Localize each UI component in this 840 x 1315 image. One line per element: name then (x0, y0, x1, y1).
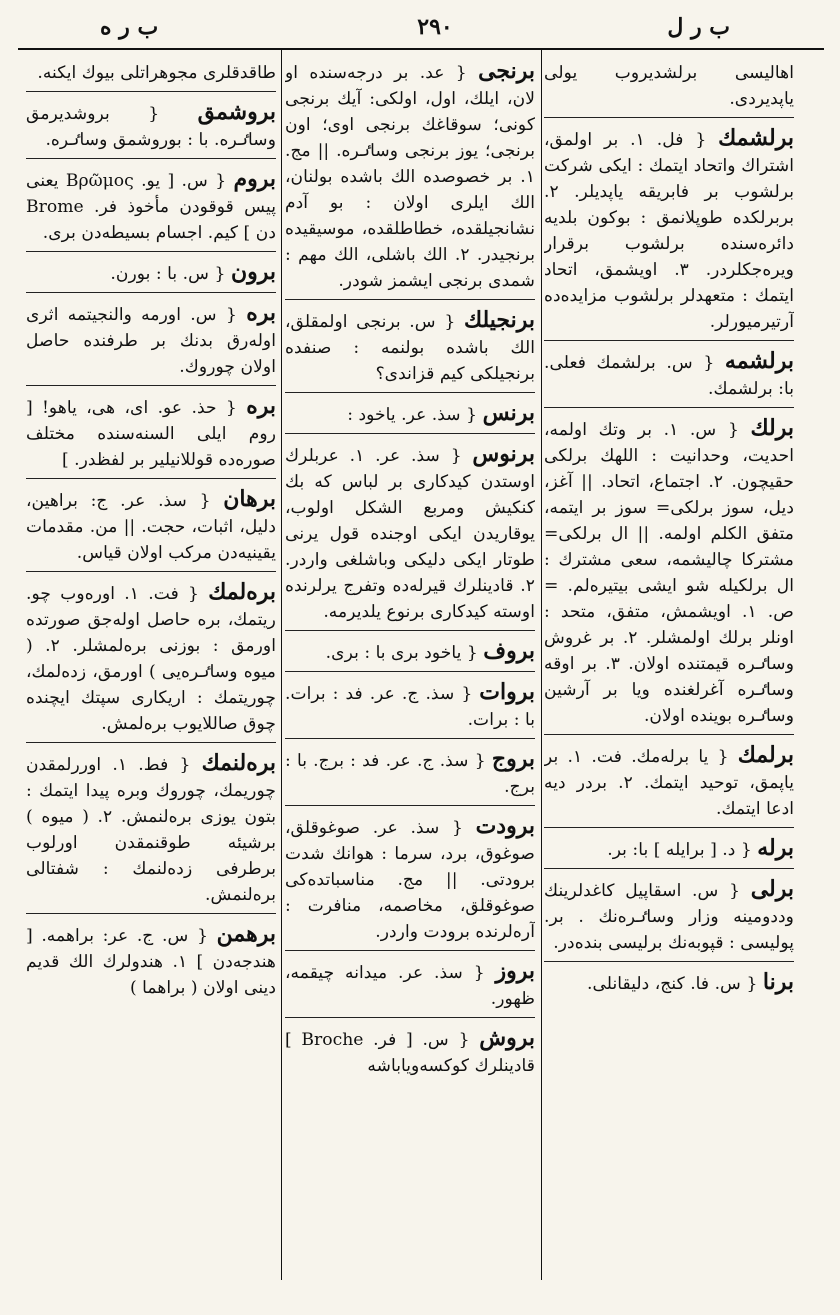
entry-definition: { س. [ یو. Βρῶμος یعنی پیس قوقودن مأخوذ فر. Brome دن ] کیم. اجسام بسیطەدن بری. (26, 171, 276, 243)
column-middle (285, 58, 535, 1278)
dictionary-entry (26, 259, 276, 293)
entry-definition: { سذ. ج. عر. فد : برات. با : برات. (285, 684, 535, 730)
entry-headword: بروف (483, 638, 535, 664)
dictionary-entry (544, 835, 794, 869)
entry-headword: برەلمك (208, 579, 276, 605)
entry-definition: { فل. ١. بر اولمق، اشتراك واتحاد ایتمك : ایکی شرکت برلشوب بر فابریقه یاپدیلر. ٢. بربرلکدە طوپلانمق : بوکون بلدیه دائرەسندە برلشوب برقرار ویرەجکلردر. ٣. اویشمق، اتحاد ایتمك : متعهدلر برلشوب مزایدەدە آرتیرمیورلر. (544, 130, 794, 332)
entry-definition: { س. [ فر. Broche ] قادینلرك کوکسەویاباشە (285, 1030, 535, 1076)
entry-headword: بروز (495, 958, 535, 984)
entry-definition: { س. فا. کنج، دلیقانلی. (587, 974, 758, 994)
entry-headword: بره (246, 393, 276, 419)
entry-definition: { سذ. عر. میدانە چیقمە، ظهور. (285, 963, 535, 1009)
entry-headword: برنوس (472, 441, 535, 467)
entry-definition: { فت. ١. اورەوب چو. ریتمك، برە حاصل اولەجق صورتدە اورمق : بوزنی برەلمشلر. ٢. ( میوە وساٸرەیی ) اورمق، زدەلمك، چوریتمك : اریکاری سپتك ایچندە چوق صاللایوب برەلمش. (26, 584, 276, 734)
entry-definition: { س. ١. بر وتك اولمه، احدیت، وحدانیت : اللهك برلکی حقیچون. ٢. اجتماع، اتحاد. || آغز، دیل، سوز برلکی= سوز بر ایتمه، متفق الکلم اولمه. || ال برلکی= مشترکا چالیشمه، سعی مشترك : ال برلکیله شو ایشی بیتیرەلم. = ص. ١. اویشمش، متفق، متحد : اونلر برلك اولمشلر. ٢. بر غروش وساٸره قیمتندە اولان. ٣. بر اوقه وساٸره آغرلغندە ویا بر آرشین وساٸره بویندە اولان. (544, 420, 794, 726)
entry-headword: بروش (479, 1025, 535, 1051)
dictionary-entry (285, 400, 535, 434)
entry-definition: اهالیسی برلشدیروب یولی یاپدیردی. (544, 63, 794, 109)
dictionary-entry (285, 746, 535, 806)
entry-headword: برلشمك (718, 125, 794, 151)
entry-headword: برلی (750, 876, 794, 902)
dictionary-entry (544, 125, 794, 341)
entry-definition: { یا برلەمك. فت. ١. بر یاپمق، توحید ایتمك. ٢. بردر دیه ادعا ایتمك. (544, 747, 794, 819)
dictionary-entry (285, 638, 535, 672)
entry-definition: { بروشدیرمق وساٸره. با : بوروشمق وساٸره. (26, 104, 276, 150)
entry-headword: بروات (479, 679, 535, 705)
entry-headword: برلشمه (724, 348, 794, 374)
entry-definition: { سذ. عر. یاخود : (347, 405, 478, 425)
entry-definition: طاقدقلری مجوهراتلی بیوك ایکنە. (37, 63, 276, 83)
entry-definition: { فط. ١. اوررلمقدن چوریمك، چوروك وبرە پیدا ایتمك : بتون یوزی برەلنمش. ٢. ( میوە ) برشیئە طوقنمقدن اورلوب برطرفی زدەلنمك : شفتالی برەلنمش. (26, 755, 276, 905)
dictionary-entry (544, 969, 794, 1002)
dictionary-entry (26, 393, 276, 479)
dictionary-entry (26, 300, 276, 386)
entry-headword: برلمك (737, 742, 794, 768)
dictionary-entry (285, 441, 535, 631)
entry-definition: { سذ. عر. ١. عربلرك اوستدن کیدکاری بر لباس که بك کنکیش ومربع الشکل اولوب، یوقاریدن ایکی اوجندە قول یرنی طوتار ایکی دلیکی وباشلغی واردر. ٢. قادینلرك قیرلەدە وتفرج یرلرندە اوستە کیدکاری برنوع یلدیرمە. (285, 446, 535, 622)
column-right (544, 58, 794, 1278)
entry-definition: { د. [ برایله ] با: بر. (607, 840, 752, 860)
dictionary-entry (26, 579, 276, 743)
entry-definition: { سذ. عر. صوغوقلق، صوغوق، برد، سرما : هوانك شدت برودتی. || مج. مناسباتدەکی صوغوقلق، مخاصمە، منافرت : آرەلرندە برودت واردر. (285, 818, 535, 942)
dictionary-entry (26, 58, 276, 92)
dictionary-entry (26, 166, 276, 252)
dictionary-entry (285, 813, 535, 951)
entry-headword: برهان (223, 486, 276, 512)
entry-definition: { س. برنجی اولمقلق، الك باشدە بولنمە : صنفدە برنجیلکی کیم قزاندی؟ (285, 312, 535, 384)
entry-headword: برلك (750, 415, 794, 441)
dictionary-entry (26, 99, 276, 159)
entry-headword: بروشمق (197, 99, 276, 125)
entry-definition: { عد. بر درجەسندە او لان، ایلك، اول، اولکی: آیك برنجی کونی؛ سوقاغك برنجی اوی؛ اون برنجی؛ یوز برنجی وساٸره. || مج. ١. بر خصوصدە الك باشدە بولنان، الك ایلری اولان : بو آدم نشانجیلقدە، خطاطلقدە، موسیقیدە برنجیدر. ٢. الك باشلی، الك مهم : شمدی برنجی ایشمز شودر. (285, 63, 535, 291)
dictionary-entry (285, 58, 535, 300)
entry-headword: برنجیلك (463, 307, 535, 333)
column-divider-left (281, 50, 282, 1280)
dictionary-entry (26, 921, 276, 1006)
entry-definition: { حذ. عو. ای، هی، یاهو! [ روم ایلی السنەسندە مختلف صورەدە قوللانیلیر بر لفظدر. ] (26, 398, 276, 470)
entry-headword: برنا (762, 969, 794, 995)
dictionary-entry (544, 348, 794, 408)
entry-headword: برون (230, 259, 276, 285)
entry-definition: { س. با : بورن. (110, 264, 226, 284)
dictionary-entry (285, 307, 535, 393)
dictionary-entry (285, 1025, 535, 1084)
dictionary-entry (285, 679, 535, 739)
column-divider-right (541, 50, 542, 1280)
entry-headword: بره (246, 300, 276, 326)
entry-definition: { س. ج. عر: براهمە. [ هندجەدن ] ١. هندولرك الك قدیم دینی اولان ( براهما ) (26, 926, 276, 998)
entry-headword: برەلنمك (201, 750, 276, 776)
page-number: ٢٩٠ (417, 14, 453, 40)
page-header (20, 14, 820, 46)
dictionary-entry (544, 876, 794, 962)
dictionary-entry (26, 486, 276, 572)
column-left (26, 58, 276, 1278)
entry-definition: { سذ. ج. عر. فد : برج. با : برج. (285, 751, 535, 797)
dictionary-entry (544, 415, 794, 735)
entry-headword: برنس (482, 400, 535, 426)
entry-definition: { س. اورمە والنجیتمە اثری اولەرق بدنك بر طرفندە حاصل اولان چوروك. (26, 305, 276, 377)
entry-headword: برهمن (216, 921, 276, 947)
entry-definition: { س. برلشمك فعلی. با: برلشمك. (544, 353, 794, 399)
entry-headword: برنجی (478, 58, 535, 84)
dictionary-entry (544, 58, 794, 118)
header-left-letters: ب ر ه (100, 14, 159, 40)
entry-definition: { س. اسقاپیل کاغدلرینك وددومینه وزار وساٸرەنك . بر. پولیسی : قپوبەنك برلیسی بندەدر. (544, 881, 794, 953)
dictionary-entry (285, 958, 535, 1018)
entry-definition: { یاخود بری با : بری. (325, 643, 478, 663)
header-rule (18, 48, 824, 50)
entry-headword: برودت (475, 813, 535, 839)
entry-headword: بروم (233, 166, 276, 192)
entry-definition: { سذ. عر. ج: براهین، دلیل، اثبات، حجت. || من. مقدمات یقینیەدن مرکب اولان قیاس. (26, 491, 276, 563)
entry-headword: برله (757, 835, 794, 861)
header-right-letters: ب ر ل (667, 14, 730, 40)
entry-headword: بروج (491, 746, 535, 772)
dictionary-entry (26, 750, 276, 914)
dictionary-entry (544, 742, 794, 828)
